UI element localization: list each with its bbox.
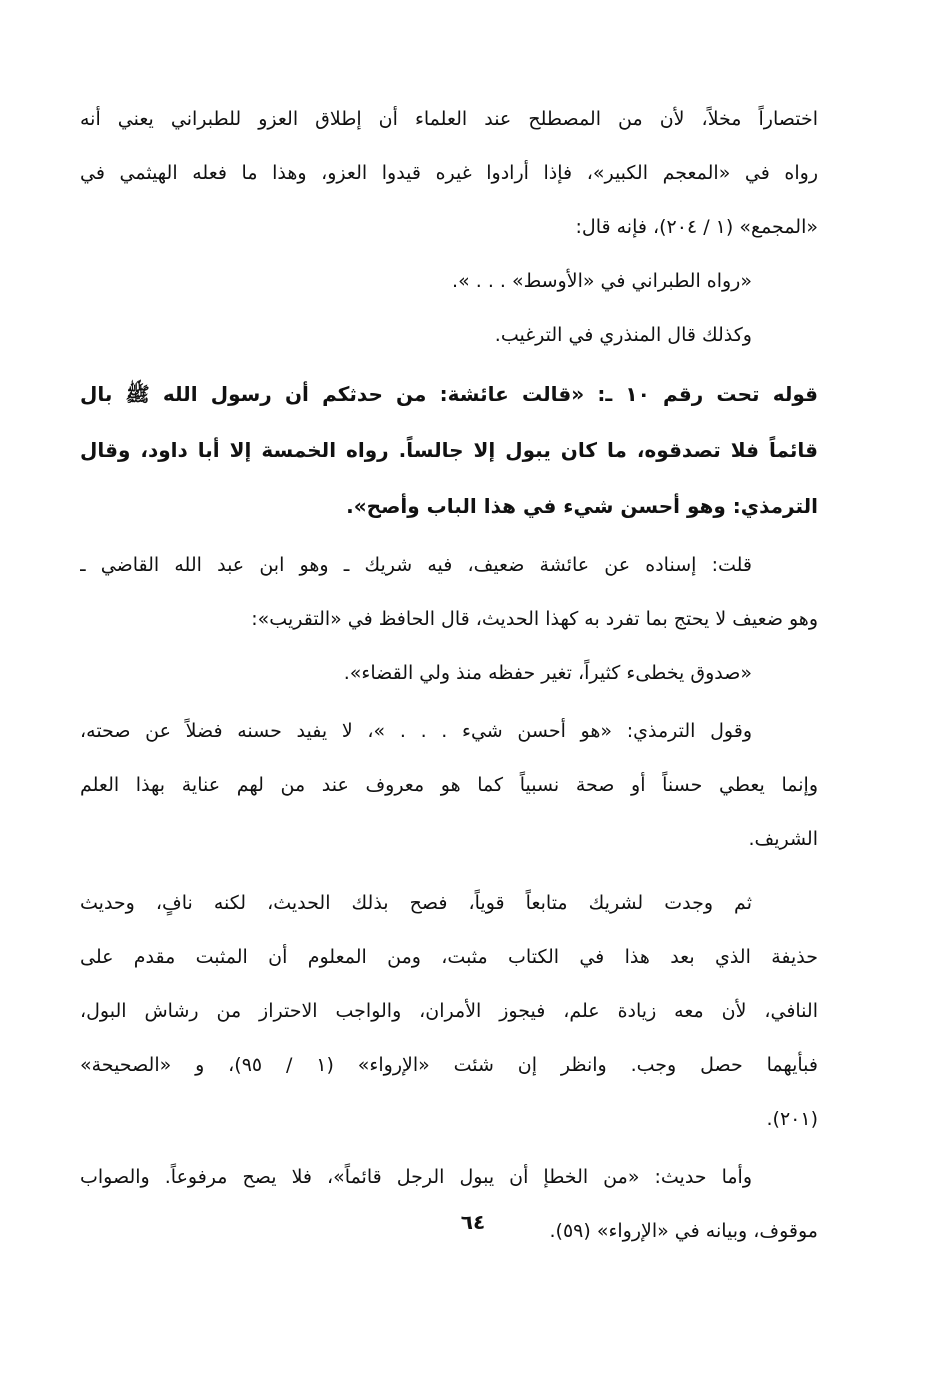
paragraph-tirmidhi-statement bbox=[80, 704, 818, 866]
text-line: «المجمع» (١ / ٢٠٤)، فإنه قال: bbox=[575, 216, 818, 238]
text-line: «صدوق يخطىء كثيراً، تغير حفظه منذ ولي القضاء». bbox=[343, 662, 752, 684]
text-line: وهو ضعيف لا يحتج بما تفرد به كهذا الحديث، قال الحافظ في «التقريب»: bbox=[251, 608, 818, 630]
text-line: الترمذي: وهو أحسن شيء في هذا الباب وأصح». bbox=[346, 494, 818, 518]
text-line: فبأيهما حصل وجب. وانظر إن شئت «الإرواء» (١ / ٩٥)، و «الصحيحة» bbox=[80, 1054, 818, 1076]
paragraph-standing-hadith bbox=[80, 1150, 818, 1258]
paragraph-tabarani-attribution bbox=[80, 92, 818, 254]
page-number: ٦٤ bbox=[460, 1210, 486, 1234]
quote-tabarani-awsat bbox=[80, 254, 818, 308]
text-line: (٢٠١). bbox=[766, 1108, 818, 1130]
text-line: وكذلك قال المنذري في الترغيب. bbox=[494, 324, 752, 346]
bold-hadith-aisha bbox=[80, 366, 818, 534]
text-line: ثم وجدت لشريك متابعاً قوياً، فصح بذلك الحديث، لكنه نافٍ، وحديث bbox=[80, 892, 752, 914]
text-line: الشريف. bbox=[748, 828, 818, 850]
text-line: وأما حديث: «من الخطإ أن يبول الرجل قائماً»، فلا يصح مرفوعاً. والصواب bbox=[80, 1166, 752, 1188]
text-line: قلت: إسناده عن عائشة ضعيف، فيه شريك ـ وهو ابن عبد الله القاضي ـ bbox=[80, 554, 752, 576]
text-line: موقوف، وبيانه في «الإرواء» (٥٩). bbox=[549, 1220, 818, 1242]
text-line: حذيفة الذي بعد هذا في الكتاب مثبت، ومن المعلوم أن المثبت مقدم على bbox=[80, 946, 818, 968]
text-line: وإنما يعطي حسناً أو صحة نسبياً كما هو معروف عند من لهم عناية بهذا العلم bbox=[80, 774, 818, 796]
quote-taqrib bbox=[80, 646, 818, 700]
paragraph-sharik-corroboration bbox=[80, 876, 818, 1146]
text-line: وقول الترمذي: «هو أحسن شيء . . . »، لا يفيد حسنه فضلاً عن صحته، bbox=[80, 720, 752, 742]
text-line: «رواه الطبراني في «الأوسط» . . . ». bbox=[452, 270, 752, 292]
text-line: رواه في «المعجم الكبير»، فإذا أرادوا غيره قيدوا العزو، وهذا ما فعله الهيثمي في bbox=[80, 162, 818, 184]
text-line: قوله تحت رقم ١٠ ـ: «قالت عائشة: من حدثكم أن رسول الله ﷺ بال bbox=[80, 382, 818, 406]
page-body bbox=[80, 92, 818, 1335]
text-line: النافي، لأن معه زيادة علم، فيجوز الأمران، والواجب الاحتراز من رشاش البول، bbox=[80, 1000, 818, 1022]
paragraph-isnad-weakness bbox=[80, 538, 818, 646]
text-line: قائماً فلا تصدقوه، ما كان يبول إلا جالساً. رواه الخمسة إلا أبا داود، وقال bbox=[80, 438, 818, 462]
text-line: اختصاراً مخلاً، لأن من المصطلح عند العلماء أن إطلاق العزو للطبراني يعني أنه bbox=[80, 108, 818, 130]
paragraph-mundhiri bbox=[80, 308, 818, 362]
